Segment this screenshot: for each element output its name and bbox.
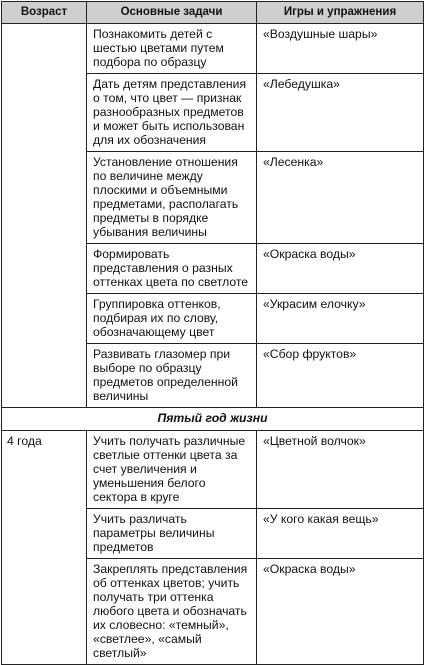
section-row	[2, 408, 424, 431]
header-row	[2, 2, 424, 24]
game-cell: «У кого какая вещь»	[257, 509, 424, 559]
methods-table	[1, 1, 424, 665]
table-row	[2, 24, 424, 74]
game-cell: «Воздушные шары»	[257, 24, 424, 74]
age-cell-empty	[2, 24, 87, 408]
task-cell: Группировка оттенков, подбирая их по слову, обозначающему цвет	[87, 294, 257, 344]
game-cell: «Лебедушка»	[257, 74, 424, 152]
game-cell: «Окраска воды»	[257, 244, 424, 294]
header-tasks: Основные задачи	[87, 2, 257, 24]
game-cell: «Украсим елочку»	[257, 294, 424, 344]
task-cell: Развивать глазомер при выборе по образцу предметов определенной величины	[87, 344, 257, 408]
game-cell: «Окраска воды»	[257, 559, 424, 665]
task-cell: Учить различать параметры величины предметов	[87, 509, 257, 559]
table-row	[2, 431, 424, 509]
game-cell: «Цветной волчок»	[257, 431, 424, 509]
header-games: Игры и упражнения	[257, 2, 424, 24]
game-cell: «Лесенка»	[257, 152, 424, 244]
age-cell: 4 года	[2, 431, 87, 665]
task-cell: Закреплять представления об оттенках цветов; учить получать три оттенка любого цвета и обозначать их словесно: «темный», «светлее», «самый светлый»	[87, 559, 257, 665]
task-cell: Учить получать различные светлые оттенки цвета за счет увеличения и уменьшения белого сектора в круге	[87, 431, 257, 509]
task-cell: Установление отношения по величине между плоскими и объемными предметами, располагать предметы в порядке убывания величины	[87, 152, 257, 244]
task-cell: Формировать представления о разных оттенках цвета по светлоте	[87, 244, 257, 294]
task-cell: Познакомить детей с шестью цветами путем подбора по образцу	[87, 24, 257, 74]
task-cell: Дать детям представления о том, что цвет — признак разнообразных предметов и может быть использован для их обозначения	[87, 74, 257, 152]
game-cell: «Сбор фруктов»	[257, 344, 424, 408]
section-title: Пятый год жизни	[2, 408, 424, 431]
header-age: Возраст	[2, 2, 87, 24]
